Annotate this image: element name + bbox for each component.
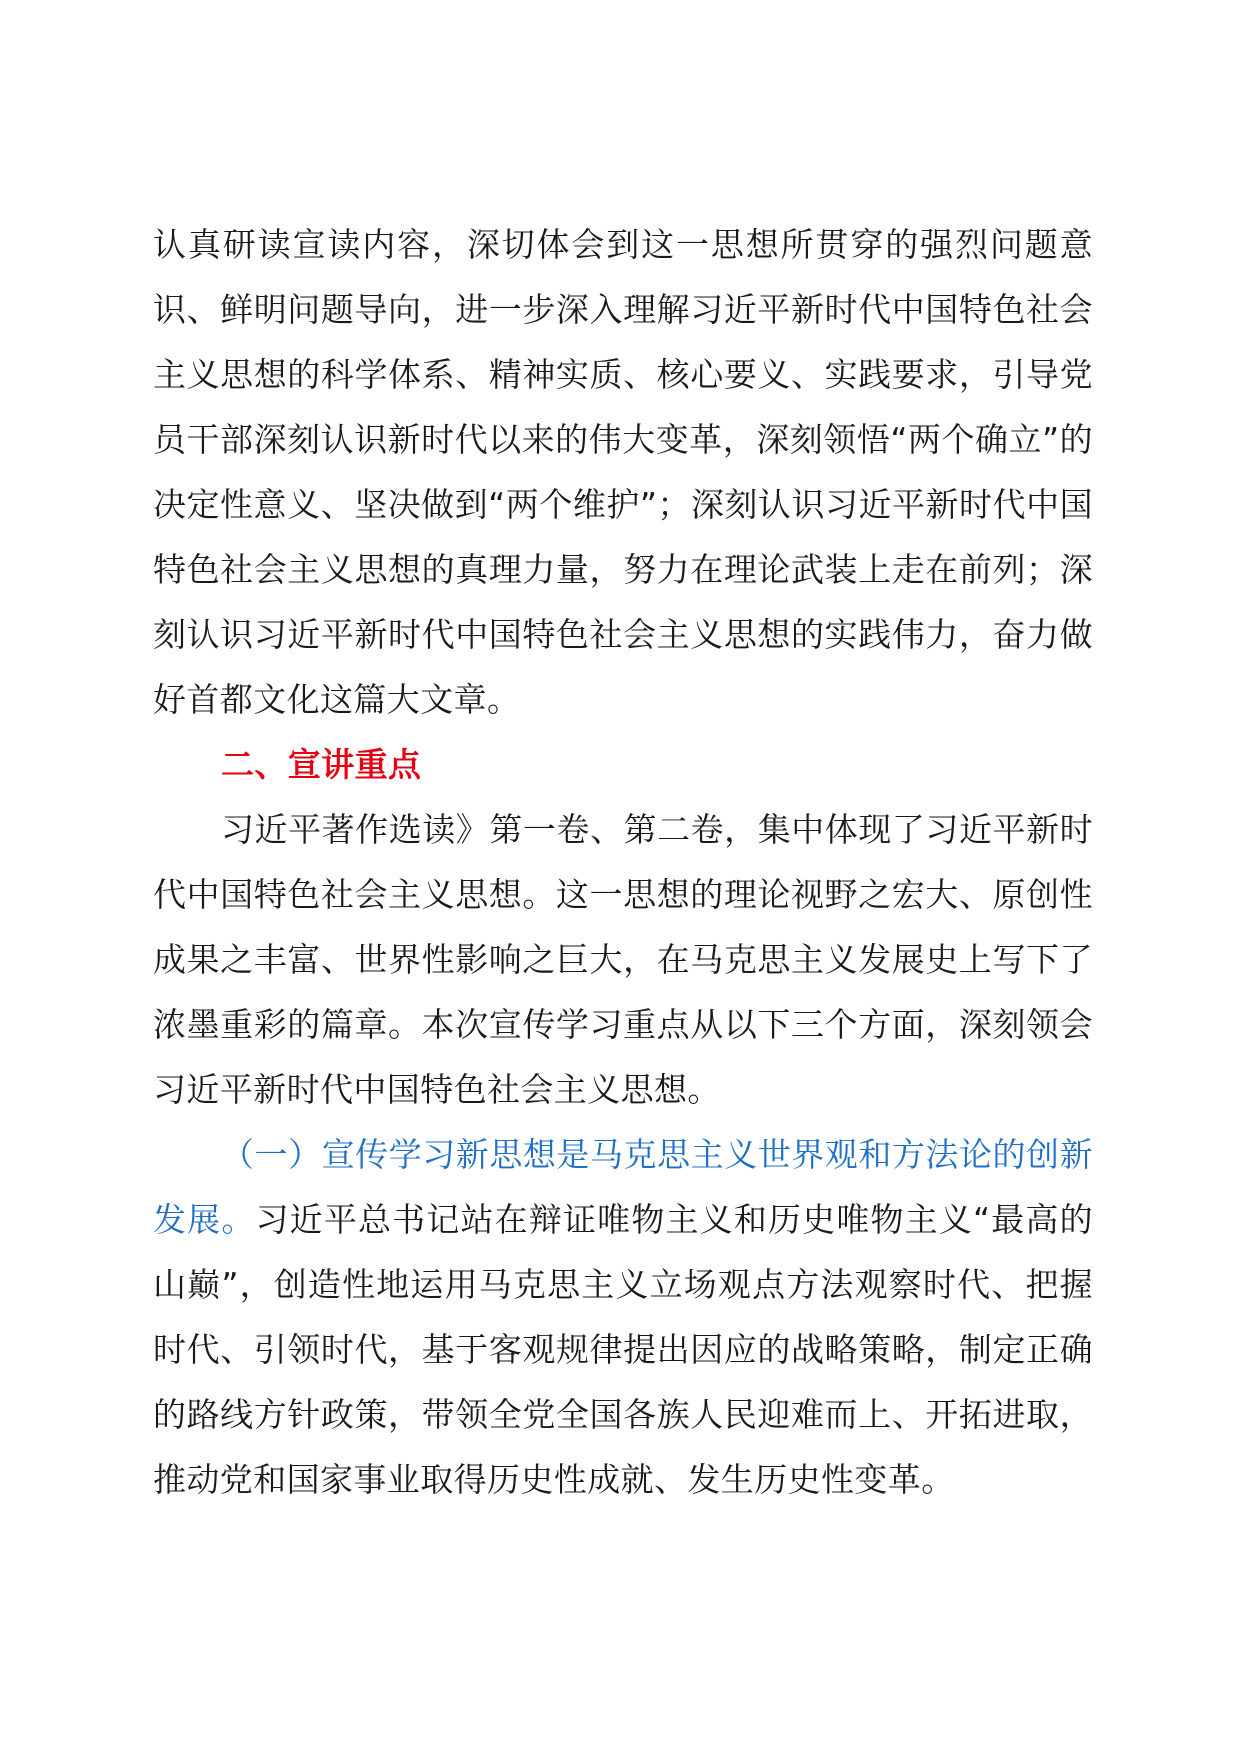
- subheading-point-one: （一）宣传学习新思想是马克思主义世界观和方法论的创新发展。: [153, 1135, 1093, 1239]
- paragraph-point-one-body: 习近平总书记站在辩证唯物主义和历史唯物主义“最高的山巅”，创造性地运用马克思主义立场观点方法观察时代、把握时代、引领时代，基于客观规律提出因应的战略策略，制定正确的路线方针政策，带领全党全国各族人民迎难而上、开拓进取，推动党和国家事业取得历史性成就、发生历史性变革。: [153, 1200, 1093, 1499]
- section-heading-key-points: 二、宣讲重点: [221, 745, 422, 784]
- document-body: [153, 212, 1093, 1512]
- paragraph-point-one: [153, 1122, 1093, 1512]
- paragraph-objectives: 认真研读宣读内容，深切体会到这一思想所贯穿的强烈问题意识、鲜明问题导向，进一步深入理解习近平新时代中国特色社会主义思想的科学体系、精神实质、核心要义、实践要求，引导党员干部深刻认识新时代以来的伟大变革，深刻领悟“两个确立”的决定性意义、坚决做到“两个维护”；深刻认识习近平新时代中国特色社会主义思想的真理力量，努力在理论武装上走在前列；深刻认识习近平新时代中国特色社会主义思想的实践伟力，奋力做好首都文化这篇大文章。: [153, 225, 1093, 719]
- paragraph-key-points-intro: 习近平著作选读》第一卷、第二卷，集中体现了习近平新时代中国特色社会主义思想。这一思想的理论视野之宏大、原创性成果之丰富、世界性影响之巨大，在马克思主义发展史上写下了浓墨重彩的篇章。本次宣传学习重点从以下三个方面，深刻领会习近平新时代中国特色社会主义思想。: [153, 810, 1093, 1109]
